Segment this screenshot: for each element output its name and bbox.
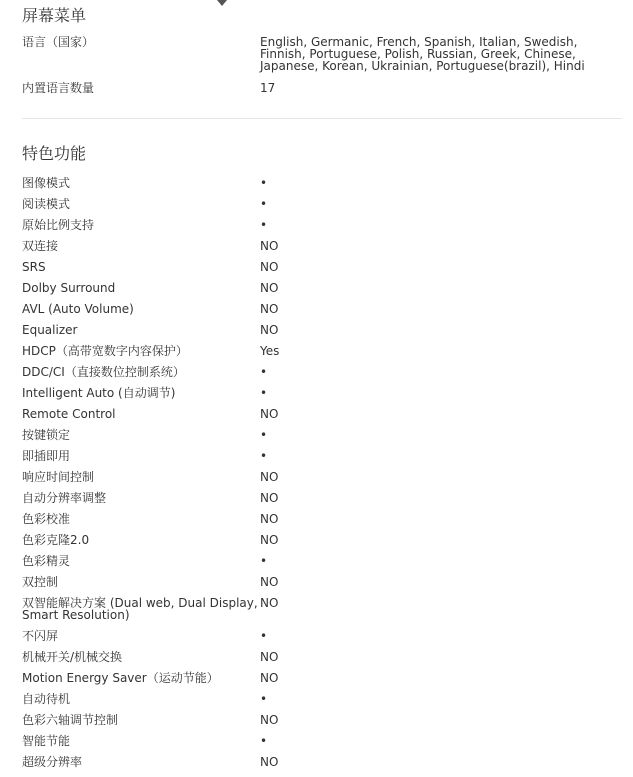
spec-row (22, 672, 622, 693)
spec-value: NO (260, 671, 279, 685)
spec-value: NO (260, 281, 279, 295)
spec-label: 图像模式 (22, 176, 71, 190)
spec-value: • (260, 734, 268, 748)
spec-label: 色彩六轴调节控制 (22, 713, 119, 727)
spec-value: NO (260, 533, 279, 547)
spec-label: 语言（国家） (22, 35, 95, 49)
spec-row (22, 756, 622, 777)
section-title: 特色功能 (22, 144, 87, 163)
spec-label: HDCP（高带宽数字内容保护） (22, 344, 188, 358)
spec-value: • (260, 176, 268, 190)
spec-label: 双控制 (22, 575, 59, 589)
spec-label: 内置语言数量 (22, 81, 95, 95)
spec-label: 双连接 (22, 239, 59, 253)
spec-label: 原始比例支持 (22, 218, 95, 232)
spec-row (22, 630, 622, 651)
spec-row (22, 693, 622, 714)
spec-value: NO (260, 596, 279, 610)
spec-row (22, 282, 622, 303)
spec-value: • (260, 629, 268, 643)
spec-value: NO (260, 575, 279, 589)
spec-label: 色彩校准 (22, 512, 71, 526)
spec-row (22, 450, 622, 471)
spec-label: DDC/CI（直接数位控制系统） (22, 365, 185, 379)
spec-value: • (260, 386, 268, 400)
spec-label: 色彩精灵 (22, 554, 71, 568)
spec-value: • (260, 554, 268, 568)
spec-row (22, 513, 622, 534)
spec-value: NO (260, 260, 279, 274)
spec-table (22, 36, 622, 102)
section-title: 屏幕菜单 (22, 6, 87, 25)
spec-label: 响应时间控制 (22, 470, 95, 484)
spec-value: English, Germanic, French, Spanish, Italian, Swedish, Finnish, Portuguese, Polish, Russian, Greek, Chinese, Japanese, Korean, Ukrainian, Portuguese(brazil), Hindi (260, 35, 585, 73)
spec-row (22, 576, 622, 597)
spec-value: NO (260, 239, 279, 253)
spec-value: • (260, 197, 268, 211)
spec-row (22, 219, 622, 240)
spec-value: NO (260, 323, 279, 337)
spec-label: 自动分辨率调整 (22, 491, 107, 505)
spec-label: 阅读模式 (22, 197, 71, 211)
spec-label: 机械开关/机械交换 (22, 650, 123, 664)
spec-value: NO (260, 512, 279, 526)
spec-row (22, 714, 622, 735)
spec-label: 双智能解决方案 (Dual web, Dual Display, Smart Resolution) (22, 596, 258, 622)
screen-menu-section (22, 6, 622, 102)
spec-value: • (260, 365, 268, 379)
spec-label: Motion Energy Saver（运动节能） (22, 671, 219, 685)
spec-value: NO (260, 755, 279, 769)
spec-label: Equalizer (22, 323, 78, 337)
spec-label: AVL (Auto Volume) (22, 302, 134, 316)
spec-value: NO (260, 302, 279, 316)
spec-row (22, 555, 622, 576)
spec-label: 不闪屏 (22, 629, 59, 643)
spec-value: NO (260, 470, 279, 484)
spec-row (22, 345, 622, 366)
spec-label: Remote Control (22, 407, 116, 421)
spec-label: 超级分辨率 (22, 755, 83, 769)
spec-row (22, 36, 622, 82)
spec-row (22, 366, 622, 387)
spec-value: NO (260, 713, 279, 727)
spec-label: Intelligent Auto (自动调节) (22, 386, 176, 400)
spec-label: 即插即用 (22, 449, 71, 463)
spec-row (22, 492, 622, 513)
spec-label: 自动待机 (22, 692, 71, 706)
spec-value: 17 (260, 81, 276, 95)
spec-label: 智能节能 (22, 734, 71, 748)
spec-value: Yes (260, 344, 280, 358)
spec-value: NO (260, 491, 279, 505)
spec-value: NO (260, 650, 279, 664)
section-divider (22, 118, 622, 119)
spec-row (22, 198, 622, 219)
spec-label: 按键锁定 (22, 428, 71, 442)
spec-label: Dolby Surround (22, 281, 116, 295)
spec-row (22, 735, 622, 756)
spec-row (22, 597, 622, 630)
features-section (22, 144, 622, 777)
spec-row (22, 261, 622, 282)
spec-label: 色彩克隆2.0 (22, 533, 90, 547)
spec-row (22, 471, 622, 492)
spec-row (22, 429, 622, 450)
spec-row (22, 240, 622, 261)
spec-row (22, 303, 622, 324)
spec-row (22, 177, 622, 198)
spec-row (22, 324, 622, 345)
spec-value: • (260, 218, 268, 232)
spec-row (22, 408, 622, 429)
spec-table (22, 177, 622, 777)
spec-value: NO (260, 407, 279, 421)
spec-value: • (260, 428, 268, 442)
spec-row (22, 82, 622, 102)
spec-label: SRS (22, 260, 46, 274)
spec-row (22, 534, 622, 555)
spec-value: • (260, 449, 268, 463)
spec-row (22, 387, 622, 408)
spec-row (22, 651, 622, 672)
spec-value: • (260, 692, 268, 706)
